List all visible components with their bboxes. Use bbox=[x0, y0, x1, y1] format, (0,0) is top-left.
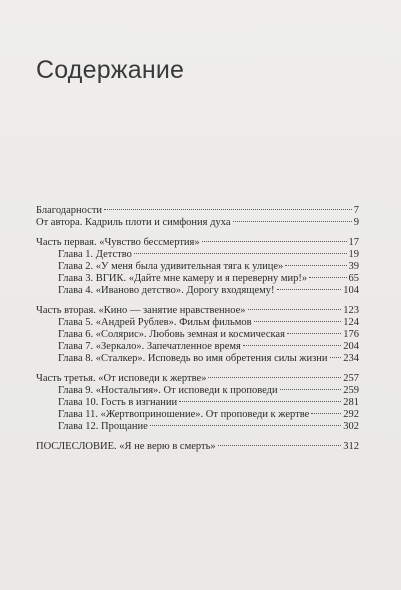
toc-chapter bbox=[36, 317, 359, 329]
toc-chapter-title: Глава 4. «Иваново детство». Дорогу входящему! bbox=[58, 285, 275, 296]
toc-part-title: Часть вторая. «Кино — занятие нравственное» bbox=[36, 305, 246, 316]
dot-leader bbox=[330, 357, 342, 358]
toc-chapter-page: 65 bbox=[348, 273, 359, 284]
table-of-contents bbox=[36, 205, 359, 453]
toc-chapter bbox=[36, 397, 359, 409]
toc-entry-page: 9 bbox=[353, 217, 359, 228]
dot-leader bbox=[104, 209, 352, 210]
toc-chapter-page: 292 bbox=[343, 409, 359, 420]
toc-entry-title: От автора. Кадриль плоти и симфония духа bbox=[36, 217, 231, 228]
toc-chapter-title: Глава 8. «Сталкер». Исповедь во имя обретения силы жизни bbox=[58, 353, 328, 364]
toc-chapter bbox=[36, 409, 359, 421]
toc-chapter-page: 302 bbox=[343, 421, 359, 432]
dot-leader bbox=[311, 413, 341, 414]
toc-chapter-title: Глава 6. «Солярис». Любовь земная и космическая bbox=[58, 329, 285, 340]
toc-chapter-title: Глава 2. «У меня была удивительная тяга к улице» bbox=[58, 261, 284, 272]
toc-chapter-title: Глава 1. Детство bbox=[58, 249, 132, 260]
toc-chapter-page: 19 bbox=[348, 249, 359, 260]
dot-leader bbox=[218, 445, 342, 446]
toc-chapter bbox=[36, 385, 359, 397]
toc-chapter-page: 176 bbox=[343, 329, 359, 340]
toc-part-page: 123 bbox=[343, 305, 359, 316]
toc-entry-title: Благодарности bbox=[36, 205, 103, 216]
dot-leader bbox=[287, 333, 341, 334]
toc-part-title: Часть первая. «Чувство бессмертия» bbox=[36, 237, 200, 248]
toc-entry-page: 7 bbox=[353, 205, 359, 216]
toc-part-1 bbox=[36, 237, 359, 249]
toc-part-3 bbox=[36, 373, 359, 385]
dot-leader bbox=[202, 241, 347, 242]
toc-entry-page: 312 bbox=[343, 441, 359, 452]
toc-chapter-page: 204 bbox=[343, 341, 359, 352]
dot-leader bbox=[309, 277, 346, 278]
toc-chapter bbox=[36, 273, 359, 285]
dot-leader bbox=[280, 389, 342, 390]
toc-chapter-title: Глава 11. «Жертвоприношение». От проповеди к жертве bbox=[58, 409, 310, 420]
toc-chapter-title: Глава 12. Прощание bbox=[58, 421, 148, 432]
toc-chapter-title: Глава 7. «Зеркало». Запечатленное время bbox=[58, 341, 241, 352]
toc-chapter-page: 104 bbox=[343, 285, 359, 296]
toc-entry-acknowledgements bbox=[36, 205, 359, 217]
toc-part-page: 257 bbox=[343, 373, 359, 384]
toc-chapter-title: Глава 10. Гость в изгнании bbox=[58, 397, 178, 408]
dot-leader bbox=[134, 253, 347, 254]
toc-chapter-page: 234 bbox=[343, 353, 359, 364]
toc-chapter-title: Глава 9. «Ностальгия». От исповеди к проповеди bbox=[58, 385, 278, 396]
dot-leader bbox=[233, 221, 352, 222]
dot-leader bbox=[179, 401, 341, 402]
toc-chapter bbox=[36, 285, 359, 297]
toc-chapter-page: 259 bbox=[343, 385, 359, 396]
toc-part-title: Часть третья. «От исповеди к жертве» bbox=[36, 373, 207, 384]
toc-chapter-page: 124 bbox=[343, 317, 359, 328]
toc-chapter bbox=[36, 341, 359, 353]
dot-leader bbox=[285, 265, 346, 266]
toc-entry-author-preface bbox=[36, 217, 359, 229]
toc-chapter bbox=[36, 353, 359, 365]
toc-chapter bbox=[36, 421, 359, 433]
dot-leader bbox=[150, 425, 341, 426]
dot-leader bbox=[243, 345, 341, 346]
dot-leader bbox=[254, 321, 342, 322]
toc-chapter bbox=[36, 261, 359, 273]
toc-chapter bbox=[36, 329, 359, 341]
toc-chapter-title: Глава 3. ВГИК. «Дайте мне камеру и я переверну мир!» bbox=[58, 273, 308, 284]
toc-part-page: 17 bbox=[348, 237, 359, 248]
toc-afterword bbox=[36, 441, 359, 453]
dot-leader bbox=[277, 289, 342, 290]
toc-chapter-title: Глава 5. «Андрей Рублев». Фильм фильмов bbox=[58, 317, 252, 328]
toc-chapter bbox=[36, 249, 359, 261]
toc-entry-title: ПОСЛЕСЛОВИЕ. «Я не верю в смерть» bbox=[36, 441, 216, 452]
toc-chapter-page: 39 bbox=[348, 261, 359, 272]
dot-leader bbox=[248, 309, 342, 310]
toc-chapter-page: 281 bbox=[343, 397, 359, 408]
toc-part-2 bbox=[36, 305, 359, 317]
page-title: Содержание bbox=[36, 56, 185, 84]
dot-leader bbox=[208, 377, 341, 378]
